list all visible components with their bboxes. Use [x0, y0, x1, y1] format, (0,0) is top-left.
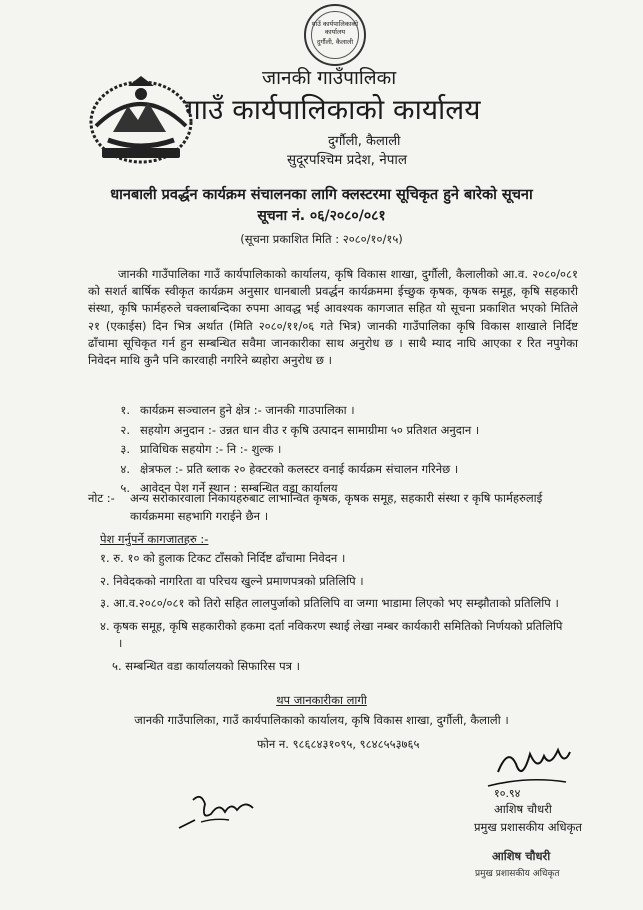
- published-date: (सूचना प्रकाशित मिति : २०८०/१०/१५): [240, 232, 403, 246]
- list-item: १. कार्यक्रम सञ्चालन हुने क्षेत्र :- जानकी गाउपालिका ।: [120, 403, 355, 417]
- list-item: ५. आवेदन पेश गर्ने स्थान : सम्बन्धित वडा कार्यालय: [120, 481, 338, 495]
- name-stamp: आशिष चौधरी: [492, 849, 551, 863]
- address-line-1: दुर्गौली, कैलाली: [328, 134, 401, 149]
- documents-heading: पेश गर्नुपर्ने कागजातहरु :-: [100, 532, 209, 546]
- signatory-title: प्रमुख प्रशासकीय अधिकृत: [474, 820, 582, 834]
- office-name: गाउँ कार्यपालिकाको कार्यालय: [185, 93, 481, 126]
- officer-signature: [478, 742, 576, 802]
- program-details-list: [100, 401, 479, 499]
- more-info-address: जानकी गाउँपालिका, गाउँ कार्यपालिकाको कार्यालय, कृषि विकास शाखा, दुर्गौली, कैलाली ।: [134, 713, 509, 727]
- list-item: ५. सम्बन्धित वडा कार्यालयको सिफारिस पत्र ।: [112, 658, 300, 673]
- notice-body: जानकी गाउँपालिका गाउँ कार्यपालिकाको कार्यालय, कृषि विकास शाखा, दुर्गौली, कैलालीको आ.व. २०८०/०८१ को सशर्त बार्षिक स्वीकृत कार्यक्रम अनुसार धानबाली प्रवर्द्धन कार्यक्रममा ईच्छुक कृषक, कृषक समूह, कृषि सहकारी संस्था, कृषि फार्महरुले चक्लाबन्दिका रुपमा आवद्ध भई आवश्यक कागजात सहित यो सूचना प्रकाशित भएको मितिले २१ (एकाईस) दिन भित्र अर्थात (मिति २०८०/११/०६ गते भित्र) जानकी गाउँपालिका कृषि विकास शाखाले निर्दिष्ट ढाँचामा सूचिकृत गर्न हुन सम्बन्धित सवैमा जानकारीका साथ अनुरोध छ । साथै म्याद नाघि आएका र रित नपुगेका निवेदन माथि कुनै पनि कारवाही नगरिने ब्यहोरा अनुरोध छ ।: [88, 267, 578, 368]
- documents-list: [100, 550, 570, 680]
- list-item: ४. कृषक समूह, कृषि सहकारीको हकमा दर्ता नविकरण स्थाई लेखा नम्बर कार्यकारी समितिको निर्णयको प्रतिलिपि ।: [100, 618, 563, 650]
- note-label: नोट :-: [88, 491, 115, 505]
- nepal-emblem-icon: [88, 72, 194, 164]
- office-stamp: [304, 4, 366, 66]
- list-item: १. रु. १० को हुलाक टिकट टाँसको निर्दिष्ट ढाँचामा निवेदन ।: [100, 551, 346, 565]
- list-item: २. निवेदकको नागरिता वा परिचय खुल्ने प्रमाणपत्रको प्रतिलिपि ।: [100, 573, 364, 588]
- more-info-label: थप जानकारीका लागी: [276, 693, 367, 707]
- list-item: ३. प्राविधिक सहयोग :- नि :- शुल्क ।: [120, 442, 282, 456]
- signatory-name: आशिष चौधरी: [494, 802, 552, 816]
- title-stamp: प्रमुख प्रशासकीय अधिकृत: [475, 869, 560, 879]
- notice-number: सूचना नं. ०६/२०८०/०८१: [257, 208, 386, 224]
- list-item: ४. क्षेत्रफल :- प्रति ब्लाक २० हेक्टरको कलस्टर वनाई कार्यक्रम संचालन गरिनेछ ।: [120, 461, 459, 476]
- stamp-line-1: गाउँ कार्यपालिकाको कार्यालय: [311, 20, 359, 36]
- signature-date: १०.९४: [494, 787, 521, 800]
- address-line-2: सुदूरपश्चिम प्रदेश, नेपाल: [287, 152, 408, 168]
- phone-numbers: फोन न. ९८६८४३१०९५, ९८४८५५३७६५: [257, 737, 420, 751]
- stamp-line-2: दुर्गौली, कैलाली: [316, 38, 354, 46]
- note-text: अन्य सरोकारवाला निकायहरुबाट लाभान्वित कृषक, कृषक समूह, सहकारी संस्था र कृषि फार्महरुलाई कार्यक्रममा सहभागि गराईने छैन ।: [130, 491, 543, 523]
- notice-title: धानबाली प्रवर्द्धन कार्यक्रम संचालनका लागि क्लस्टरमा सूचिकृत हुने बारेको सूचना: [110, 187, 533, 203]
- list-item: २. सहयोग अनुदान :- उन्नत धान वीउ र कृषि उत्पादन सामाग्रीमा ५० प्रतिशत अनुदान ।: [120, 422, 480, 437]
- note-block: [88, 490, 576, 525]
- second-signature: [175, 790, 265, 835]
- list-item: ३. आ.व.२०८०/०८१ को तिरो सहित लालपुर्जाको प्रतिलिपि वा जग्गा भाडामा लिएको भए सम्झौताको प्रतिलिपि ।: [100, 596, 559, 610]
- municipality-name: जानकी गाउँपालिका: [262, 67, 397, 89]
